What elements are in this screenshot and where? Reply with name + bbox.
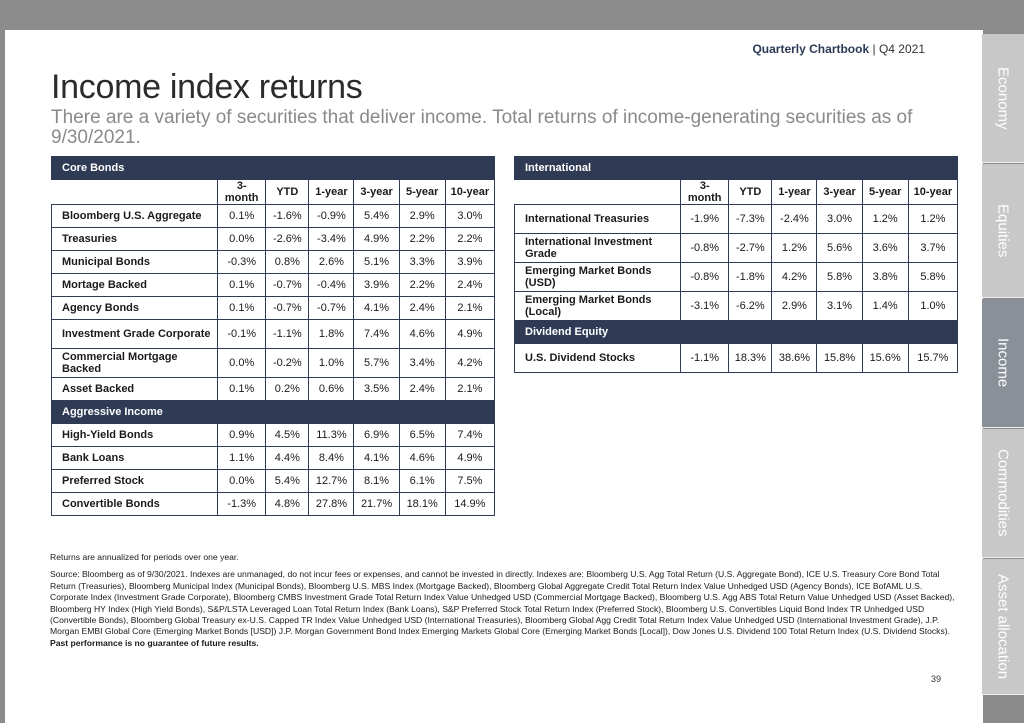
row-name: Asset Backed xyxy=(52,378,218,401)
international-dividend-table xyxy=(514,156,958,373)
column-header: YTD xyxy=(266,180,309,205)
section-label: Aggressive Income xyxy=(52,401,495,424)
row-name: Investment Grade Corporate xyxy=(52,320,218,349)
row-value: 0.1% xyxy=(218,378,266,401)
side-tab-label: Income xyxy=(994,338,1012,388)
row-value: 3.7% xyxy=(908,234,957,263)
row-value: 4.4% xyxy=(266,447,309,470)
table-row xyxy=(515,344,958,373)
row-value: 2.9% xyxy=(772,292,817,321)
row-value: -3.4% xyxy=(309,228,354,251)
row-value: 0.0% xyxy=(218,349,266,378)
source-text: Source: Bloomberg as of 9/30/2021. Indexes are unmanaged, do not incur fees or expenses, and cannot be invested in directly. Indexes are: Bloomberg U.S. Agg Total Return (U.S. Aggregate Bond), ICE U.S. Treasury Core Bond Total Return (Treasuries), Bloomberg Municipal Index (Municipal Bonds), Bloomberg U.S. MBS Index (Mortgage Backed), Bloomberg Global Aggregate Credit Total Return Index Value Unhedged USD (Agency Bonds), ICE BofAML U.S. Corporate Index (Investment Grade Corporate), Bloomberg CMBS Investment Grade Total Return Index Value Unhedged USD (Commercial Mortgage Backed), Bloomberg U.S. Agg ABS Total Return Value Unhedged USD (Asset Backed), Bloomberg HY Index (High Yield Bonds), S&P/LSTA Leveraged Loan Total Return Index (Bank Loans), S&P Preferred Stock Total Return Index (Preferred Stock), Bloomberg U.S. Convertibles Liquid Bond Index TR Unhedged USD (Convertible Bonds), Bloomberg Global Treasury ex-U.S. Capped TR Index Value Unhedged USD (International Treasuries), Bloomberg Global Agg Credit Total Return Index Value Unhedged USD (International Investment Grade), J.P. Morgan EMBI Global Core (Emerging Market Bonds [USD]) J.P. Morgan Government Bond Index Emerging Markets Global Core (Emerging Market Bonds [Local]), Dow Jones U.S. Dividend 100 Total Return Index (U.S. Dividend Stocks). xyxy=(50,569,955,637)
row-value: -6.2% xyxy=(729,292,772,321)
table-row xyxy=(52,378,495,401)
row-value: 3.4% xyxy=(399,349,445,378)
row-name: Convertible Bonds xyxy=(52,493,218,516)
page-number: 39 xyxy=(931,674,942,684)
row-value: -2.4% xyxy=(772,205,817,234)
row-value: 4.9% xyxy=(445,320,494,349)
row-value: -1.1% xyxy=(681,344,729,373)
row-value: -0.9% xyxy=(309,205,354,228)
row-value: 15.8% xyxy=(817,344,862,373)
row-value: 2.9% xyxy=(399,205,445,228)
row-value: 1.2% xyxy=(908,205,957,234)
section-header-row xyxy=(52,401,495,424)
quarter-label: Q4 2021 xyxy=(878,42,925,56)
core-aggressive-table xyxy=(51,156,495,516)
section-tabs xyxy=(982,34,1024,694)
row-value: -0.4% xyxy=(309,274,354,297)
row-value: 1.0% xyxy=(309,349,354,378)
row-value: -3.1% xyxy=(681,292,729,321)
row-value: 3.8% xyxy=(862,263,908,292)
row-name: Emerging Market Bonds (USD) xyxy=(515,263,681,292)
annualized-note: Returns are annualized for periods over one year. xyxy=(50,552,239,562)
row-value: 3.1% xyxy=(817,292,862,321)
table-row xyxy=(52,349,495,378)
row-value: 3.0% xyxy=(445,205,494,228)
row-value: -1.9% xyxy=(681,205,729,234)
row-value: 4.9% xyxy=(445,447,494,470)
row-value: -1.8% xyxy=(729,263,772,292)
section-header-row xyxy=(515,321,958,344)
row-value: 2.4% xyxy=(399,297,445,320)
column-header: 10-year xyxy=(445,180,494,205)
footnotes xyxy=(50,552,960,649)
row-value: 18.3% xyxy=(729,344,772,373)
row-value: -1.1% xyxy=(266,320,309,349)
row-value: 0.1% xyxy=(218,205,266,228)
table-row xyxy=(52,320,495,349)
row-value: 0.0% xyxy=(218,228,266,251)
row-value: 7.5% xyxy=(445,470,494,493)
row-value: -0.7% xyxy=(309,297,354,320)
row-value: 6.1% xyxy=(399,470,445,493)
row-name: Commercial Mortgage Backed xyxy=(52,349,218,378)
row-name: International Treasuries xyxy=(515,205,681,234)
row-name: Bank Loans xyxy=(52,447,218,470)
column-header: 3-month xyxy=(218,180,266,205)
table-row xyxy=(515,205,958,234)
row-value: -0.7% xyxy=(266,297,309,320)
row-value: 5.1% xyxy=(354,251,399,274)
row-value: 7.4% xyxy=(445,424,494,447)
row-value: 18.1% xyxy=(399,493,445,516)
side-tab-equities[interactable] xyxy=(982,164,1024,298)
column-header: 1-year xyxy=(772,180,817,205)
row-value: 6.5% xyxy=(399,424,445,447)
page-title: Income index returns xyxy=(51,68,363,106)
row-value: 5.4% xyxy=(266,470,309,493)
table-row xyxy=(52,493,495,516)
row-name: International Investment Grade xyxy=(515,234,681,263)
disclaimer-text: Past performance is no guarantee of future results. xyxy=(50,637,259,648)
column-header-row xyxy=(52,180,495,205)
column-header-row xyxy=(515,180,958,205)
row-value: 0.0% xyxy=(218,470,266,493)
row-value: 4.2% xyxy=(772,263,817,292)
row-value: -0.1% xyxy=(218,320,266,349)
row-value: 0.1% xyxy=(218,297,266,320)
row-value: 3.9% xyxy=(445,251,494,274)
side-tab-label: Economy xyxy=(994,66,1012,130)
row-name: High-Yield Bonds xyxy=(52,424,218,447)
side-tab-label: Asset allocation xyxy=(994,573,1012,680)
row-name: Bloomberg U.S. Aggregate xyxy=(52,205,218,228)
row-value: 2.4% xyxy=(445,274,494,297)
row-value: 5.7% xyxy=(354,349,399,378)
row-value: 14.9% xyxy=(445,493,494,516)
table-row xyxy=(52,470,495,493)
column-header: 3-year xyxy=(354,180,399,205)
row-name: Preferred Stock xyxy=(52,470,218,493)
row-value: 5.8% xyxy=(908,263,957,292)
table-row xyxy=(515,292,958,321)
row-value: 2.2% xyxy=(399,274,445,297)
row-value: 3.0% xyxy=(817,205,862,234)
row-value: -2.7% xyxy=(729,234,772,263)
row-value: 1.2% xyxy=(862,205,908,234)
table-row xyxy=(52,228,495,251)
row-value: -0.3% xyxy=(218,251,266,274)
row-value: 4.2% xyxy=(445,349,494,378)
table-row xyxy=(52,251,495,274)
side-tab-economy[interactable] xyxy=(982,34,1024,163)
row-value: -1.3% xyxy=(218,493,266,516)
row-value: 0.8% xyxy=(266,251,309,274)
column-header: 3-month xyxy=(681,180,729,205)
row-value: 4.6% xyxy=(399,447,445,470)
row-value: -1.6% xyxy=(266,205,309,228)
row-value: -0.2% xyxy=(266,349,309,378)
side-tab-income[interactable] xyxy=(982,299,1024,428)
table-row xyxy=(515,234,958,263)
row-value: 8.4% xyxy=(309,447,354,470)
row-value: -0.8% xyxy=(681,234,729,263)
row-value: 4.6% xyxy=(399,320,445,349)
row-value: 4.8% xyxy=(266,493,309,516)
table-row xyxy=(52,205,495,228)
column-header: 5-year xyxy=(862,180,908,205)
page-subtitle: There are a variety of securities that deliver income. Total returns of income-generating securities as of 9/30/2021. xyxy=(51,107,913,148)
row-value: 5.4% xyxy=(354,205,399,228)
row-value: -2.6% xyxy=(266,228,309,251)
row-value: 1.1% xyxy=(218,447,266,470)
side-tab-label: Commodities xyxy=(994,449,1012,537)
row-value: 5.6% xyxy=(817,234,862,263)
row-value: 3.3% xyxy=(399,251,445,274)
row-value: 0.1% xyxy=(218,274,266,297)
side-tab-label: Equities xyxy=(994,203,1012,258)
row-value: 1.4% xyxy=(862,292,908,321)
row-name: Municipal Bonds xyxy=(52,251,218,274)
row-value: 1.8% xyxy=(309,320,354,349)
row-value: 15.6% xyxy=(862,344,908,373)
source-note xyxy=(50,569,960,649)
row-value: 27.8% xyxy=(309,493,354,516)
row-value: -7.3% xyxy=(729,205,772,234)
row-value: 11.3% xyxy=(309,424,354,447)
row-value: 2.1% xyxy=(445,378,494,401)
row-value: 21.7% xyxy=(354,493,399,516)
row-value: 8.1% xyxy=(354,470,399,493)
column-header-blank xyxy=(52,180,218,205)
row-value: 3.6% xyxy=(862,234,908,263)
row-value: 12.7% xyxy=(309,470,354,493)
row-value: 4.1% xyxy=(354,297,399,320)
column-header-blank xyxy=(515,180,681,205)
row-value: -0.8% xyxy=(681,263,729,292)
section-header-row xyxy=(52,157,495,180)
row-value: 0.6% xyxy=(309,378,354,401)
column-header: 3-year xyxy=(817,180,862,205)
side-tab-asset-allocation[interactable] xyxy=(982,559,1024,695)
row-value: 3.5% xyxy=(354,378,399,401)
section-label: International xyxy=(515,157,958,180)
row-value: 4.9% xyxy=(354,228,399,251)
row-value: 1.0% xyxy=(908,292,957,321)
row-name: Treasuries xyxy=(52,228,218,251)
row-value: 2.1% xyxy=(445,297,494,320)
row-name: U.S. Dividend Stocks xyxy=(515,344,681,373)
table-row xyxy=(52,424,495,447)
column-header: 1-year xyxy=(309,180,354,205)
row-value: 38.6% xyxy=(772,344,817,373)
row-value: 15.7% xyxy=(908,344,957,373)
row-value: 6.9% xyxy=(354,424,399,447)
row-name: Mortage Backed xyxy=(52,274,218,297)
side-tab-commodities[interactable] xyxy=(982,429,1024,558)
column-header: YTD xyxy=(729,180,772,205)
window-top-bar xyxy=(0,0,1024,30)
row-value: 7.4% xyxy=(354,320,399,349)
row-value: 4.5% xyxy=(266,424,309,447)
row-value: 2.6% xyxy=(309,251,354,274)
table-row xyxy=(515,263,958,292)
row-name: Emerging Market Bonds (Local) xyxy=(515,292,681,321)
table-row xyxy=(52,297,495,320)
row-name: Agency Bonds xyxy=(52,297,218,320)
row-value: 2.2% xyxy=(445,228,494,251)
chartbook-header: Quarterly Chartbook | Q4 2021 xyxy=(752,42,925,56)
chartbook-label: Quarterly Chartbook xyxy=(752,42,870,56)
row-value: 0.2% xyxy=(266,378,309,401)
row-value: 1.2% xyxy=(772,234,817,263)
row-value: 0.9% xyxy=(218,424,266,447)
column-header: 10-year xyxy=(908,180,957,205)
column-header: 5-year xyxy=(399,180,445,205)
table-row xyxy=(52,274,495,297)
section-label: Core Bonds xyxy=(52,157,495,180)
row-value: 4.1% xyxy=(354,447,399,470)
section-label: Dividend Equity xyxy=(515,321,958,344)
row-value: -0.7% xyxy=(266,274,309,297)
table-row xyxy=(52,447,495,470)
section-header-row xyxy=(515,157,958,180)
row-value: 2.4% xyxy=(399,378,445,401)
chartbook-page xyxy=(5,30,983,723)
row-value: 2.2% xyxy=(399,228,445,251)
row-value: 3.9% xyxy=(354,274,399,297)
row-value: 5.8% xyxy=(817,263,862,292)
